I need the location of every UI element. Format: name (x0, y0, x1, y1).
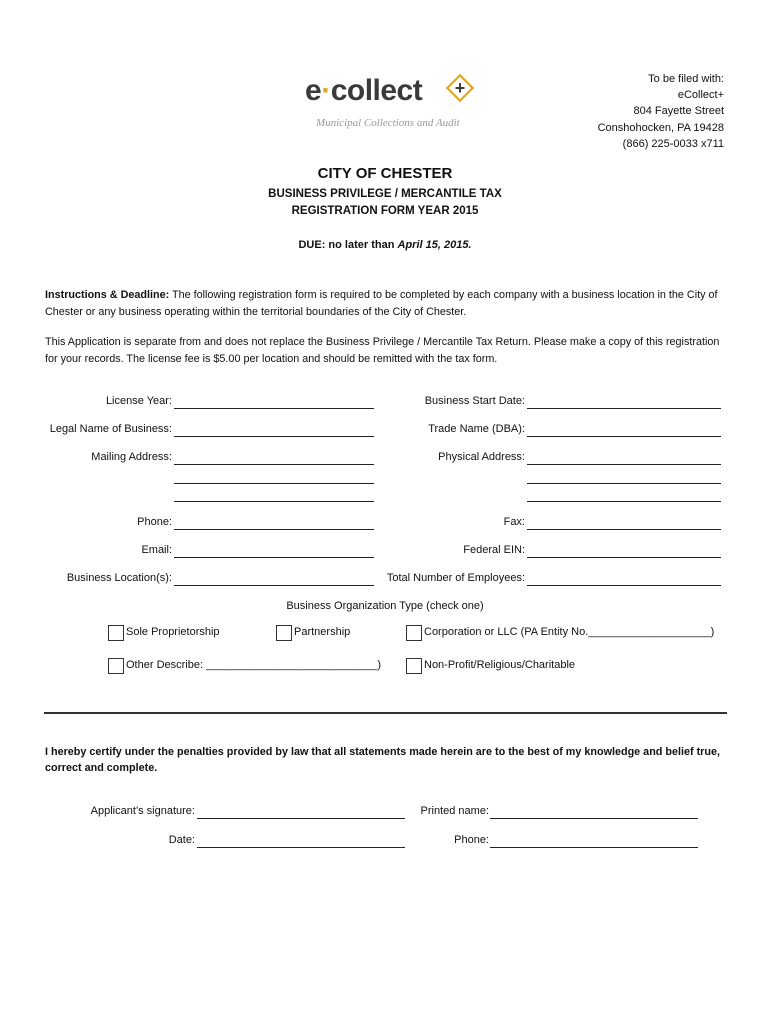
corporation-checkbox[interactable] (406, 625, 422, 641)
org-type-heading: Business Organization Type (check one) (286, 600, 484, 612)
form-year: REGISTRATION FORM YEAR 2015 (291, 205, 479, 217)
other-describe-label: Other Describe: ____________________________) (126, 659, 382, 671)
trade-name-field[interactable] (527, 436, 721, 437)
physical-address-field-line2[interactable] (527, 483, 721, 484)
signature-field[interactable] (197, 818, 405, 819)
phone-label: Phone: (137, 516, 172, 528)
printed-name-label: Printed name: (420, 805, 489, 817)
legal-name-field[interactable] (174, 436, 374, 437)
applicant-phone-field[interactable] (490, 847, 698, 848)
logo-dot: · (321, 74, 331, 107)
filing-line: To be filed with: (648, 73, 724, 85)
sole-proprietorship-label: Sole Proprietorship (126, 626, 220, 638)
applicant-phone-label: Phone: (454, 834, 489, 846)
phone-field[interactable] (174, 529, 374, 530)
business-locations-label: Business Location(s): (66, 572, 172, 584)
logo-e: e (305, 74, 322, 107)
due-date-value: April 15, 2015. (397, 239, 472, 251)
form-subtitle: BUSINESS PRIVILEGE / MERCANTILE TAX (268, 188, 502, 200)
business-start-date-label: Business Start Date: (424, 395, 525, 407)
logo-subtitle: Municipal Collections and Audit (316, 117, 460, 129)
mailing-address-field[interactable] (174, 464, 374, 465)
section-divider (44, 712, 727, 714)
trade-name-label: Trade Name (DBA): (428, 423, 525, 435)
filing-line: 804 Fayette Street (633, 105, 724, 118)
federal-ein-label: Federal EIN: (463, 544, 525, 556)
date-label: Date: (168, 834, 195, 846)
email-label: Email: (141, 544, 172, 556)
fax-field[interactable] (527, 529, 721, 530)
logo-plus: + (454, 78, 466, 98)
due-prefix: DUE: no later than (298, 239, 398, 251)
filing-line: (866) 225-0033 x711 (622, 137, 724, 150)
logo-plus-diamond-icon (444, 72, 476, 104)
partnership-checkbox[interactable] (276, 625, 292, 641)
filing-line: eCollect+ (677, 89, 724, 102)
legal-name-label: Legal Name of Business: (49, 423, 172, 435)
date-field[interactable] (197, 847, 405, 848)
physical-address-field-line3[interactable] (527, 501, 721, 502)
instructions-label: Instructions & Deadline: (45, 289, 170, 301)
sole-proprietorship-checkbox[interactable] (108, 625, 124, 641)
fax-label: Fax: (503, 516, 525, 528)
due-date (0, 239, 770, 251)
instructions-paragraph (45, 287, 730, 320)
mailing-address-label: Mailing Address: (91, 451, 172, 463)
ecollect-logo (305, 76, 422, 106)
corporation-label: Corporation or LLC (PA Entity No.____________________) (424, 626, 715, 638)
page-title: CITY OF CHESTER (317, 165, 453, 182)
mailing-address-field-line2[interactable] (174, 483, 374, 484)
logo-collect: collect (330, 74, 423, 107)
total-employees-label: Total Number of Employees: (386, 572, 525, 584)
nonprofit-checkbox[interactable] (406, 658, 422, 674)
business-start-date-field[interactable] (527, 408, 721, 409)
printed-name-field[interactable] (490, 818, 698, 819)
total-employees-field[interactable] (527, 585, 721, 586)
mailing-address-field-line3[interactable] (174, 501, 374, 502)
physical-address-field[interactable] (527, 464, 721, 465)
certification-text: I hereby certify under the penalties provided by law that all statements made herein are to the best of my knowledge and belief true, correct and complete. (45, 746, 720, 774)
federal-ein-field[interactable] (527, 557, 721, 558)
business-locations-field[interactable] (174, 585, 374, 586)
email-field[interactable] (174, 557, 374, 558)
signature-label: Applicant’s signature: (90, 805, 195, 817)
nonprofit-label: Non-Profit/Religious/Charitable (424, 659, 576, 671)
filing-address (504, 71, 724, 152)
license-year-label: License Year: (105, 395, 172, 407)
partnership-label: Partnership (294, 626, 351, 638)
license-year-field[interactable] (174, 408, 374, 409)
other-checkbox[interactable] (108, 658, 124, 674)
instructions-text: The following registration form is required to be completed by each company with a business location in the City of Chester or any business operating within the territorial boundaries of the City of Chester. (45, 289, 718, 318)
physical-address-label: Physical Address: (438, 451, 525, 463)
application-note: This Application is separate from and does not replace the Business Privilege / Mercantile Tax Return. Please make a copy of this registration for your records. The license fee is $5.00 per location and should be remitted with the tax form. (45, 336, 720, 365)
filing-line: Conshohocken, PA 19428 (597, 121, 724, 134)
